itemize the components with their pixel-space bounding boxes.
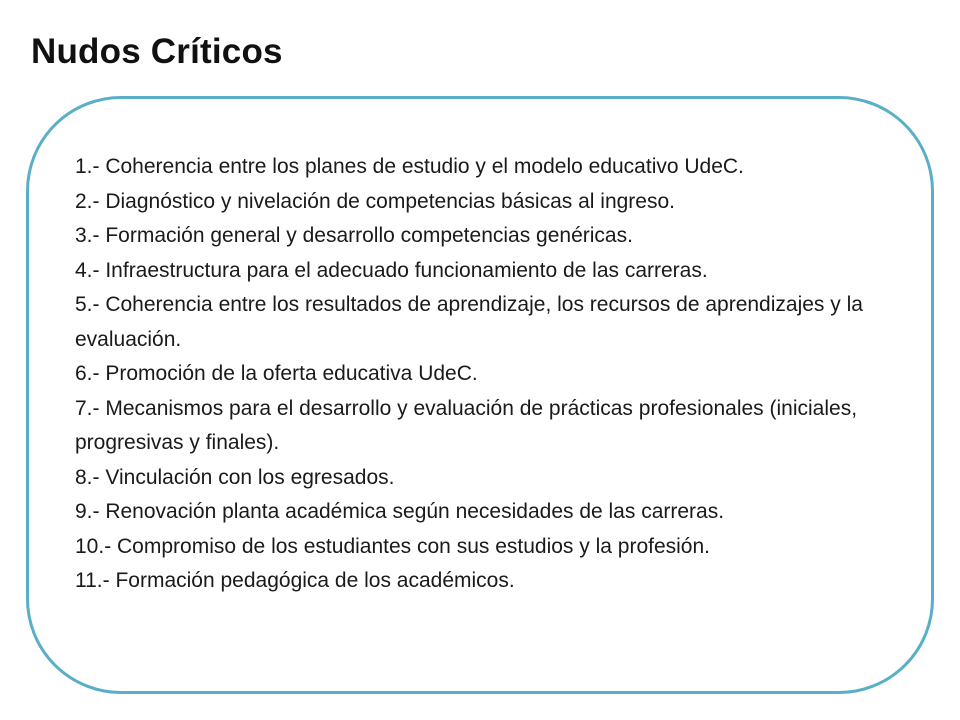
list-item: 7.- Mecanismos para el desarrollo y evaluación de prácticas profesionales (iniciales, progresivas y finales).	[75, 396, 858, 454]
list-item: 5.- Coherencia entre los resultados de aprendizaje, los recursos de aprendizajes y la evaluación.	[75, 293, 863, 351]
list-item: 4.- Infraestructura para el adecuado funcionamiento de las carreras.	[75, 258, 708, 282]
list-item: 1.- Coherencia entre los planes de estudio y el modelo educativo UdeC.	[75, 155, 744, 178]
list-item: 2.- Diagnóstico y nivelación de competencias básicas al ingreso.	[75, 189, 675, 213]
critical-points-list	[75, 150, 895, 599]
list-item: 8.- Vinculación con los egresados.	[75, 465, 395, 489]
list-item: 3.- Formación general y desarrollo competencias genéricas.	[75, 224, 633, 247]
list-item: 11.- Formación pedagógica de los académicos.	[75, 569, 515, 592]
list-item: 10.- Compromiso de los estudiantes con sus estudios y la profesión.	[75, 534, 710, 558]
list-item: 9.- Renovación planta académica según necesidades de las carreras.	[75, 500, 725, 523]
list-item: 6.- Promoción de la oferta educativa UdeC.	[75, 362, 478, 385]
slide-title: Nudos Críticos	[31, 32, 283, 71]
